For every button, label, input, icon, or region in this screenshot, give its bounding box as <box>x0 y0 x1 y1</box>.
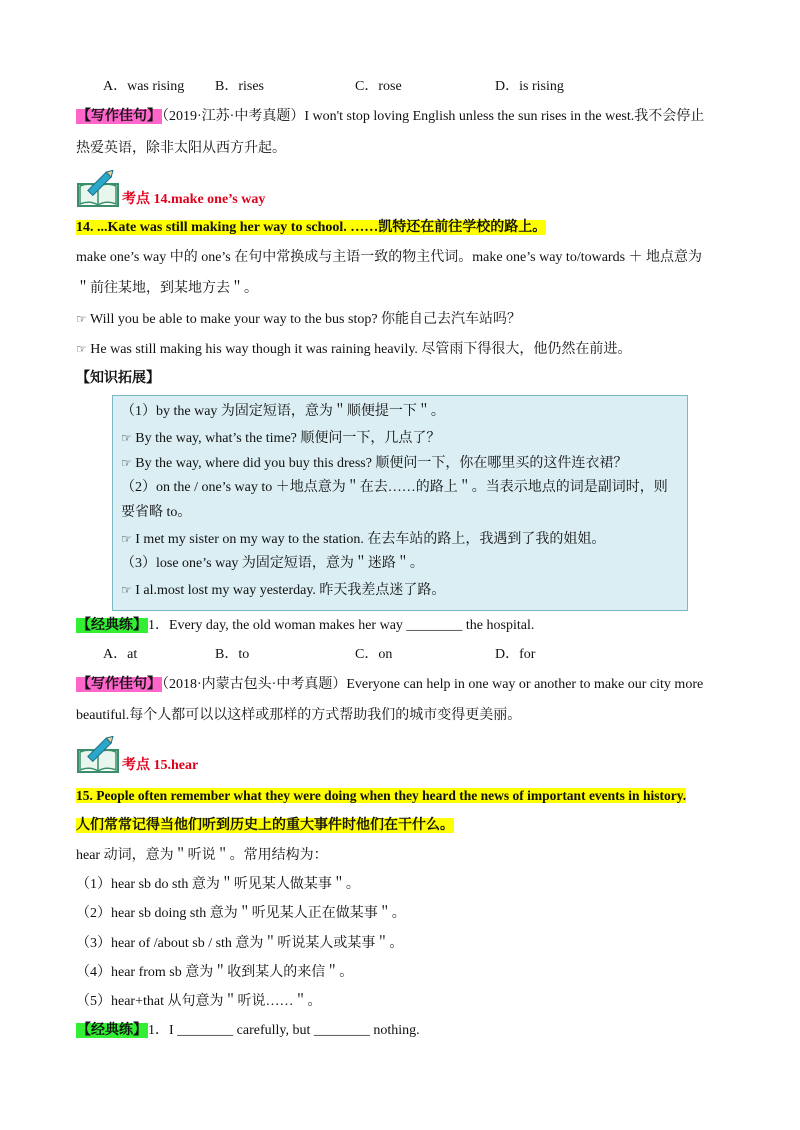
option-d: D．for <box>495 647 536 662</box>
option-c: C．rose <box>355 79 402 94</box>
practice-question-2 <box>76 1021 420 1041</box>
knowledge-line <box>121 453 627 474</box>
point-14-explain-2: ＂前往某地，到某地方去＂。 <box>76 281 258 296</box>
pointing-hand-icon: ☞ <box>121 532 132 546</box>
pointing-hand-icon: ☞ <box>121 431 132 445</box>
point-14-explain-1: make one’s way 中的 one’s 在句中常换成与主语一致的物主代词。make one’s way to/towards ＋ 地点意为 <box>76 250 703 265</box>
knowledge-line <box>121 580 445 601</box>
writing-sentence-2-cont: beautiful.每个人都可以以这样或那样的方式帮助我们的城市变得更美丽。 <box>76 708 522 723</box>
option-c: C．on <box>355 647 393 662</box>
practice-tag: 【经典练】 <box>77 1023 147 1038</box>
writing-sentence-2 <box>76 675 703 695</box>
point-15-heading-translation: 人们常常记得当他们听到历史上的重大事件时他们在干什么。 <box>76 818 454 833</box>
writing-text: （2018·内蒙古包头·中考真题）Everyone can help in one way or another to make our city more <box>162 677 704 692</box>
knowledge-line <box>121 529 605 550</box>
pointing-hand-icon: ☞ <box>76 342 87 356</box>
structure-item: （5）hear+that 从句意为＂听说……＂。 <box>76 994 322 1009</box>
structure-item: （2）hear sb doing sth 意为＂听见某人正在做某事＂。 <box>76 906 406 921</box>
writing-tag: 【写作佳句】 <box>77 109 161 124</box>
section-15-header <box>76 736 376 776</box>
point-15-intro: hear 动词，意为＂听说＂。常用结构为： <box>76 848 328 863</box>
point-15-heading-1 <box>76 786 686 806</box>
writing-sentence-1 <box>76 107 704 127</box>
q13-options <box>103 77 663 97</box>
structure-item: （4）hear from sb 意为＂收到某人的来信＂。 <box>76 965 354 980</box>
example-text: By the way, where did you buy this dress? 顺便问一下，你在哪里买的这件连衣裙？ <box>135 456 628 471</box>
book-pencil-icon <box>76 170 120 208</box>
knowledge-line: （1）by the way 为固定短语，意为＂顺便提一下＂。 <box>121 404 445 419</box>
knowledge-label: 【知识拓展】 <box>76 371 160 386</box>
section-15-title: 考点 15.hear <box>122 758 199 773</box>
point-15-heading-2 <box>76 816 454 836</box>
question-text: 1．I ________ carefully, but ________ nothing. <box>148 1023 420 1038</box>
writing-text: （2019·江苏·中考真题）I won't stop loving English unless the sun rises in the west.我不会停止 <box>162 109 705 124</box>
point-15-heading-text: 15. People often remember what they were doing when they heard the news of important events in history. <box>76 788 687 803</box>
example-text: By the way, what’s the time? 顺便问一下，几点了？ <box>135 431 441 446</box>
question-text: 1．Every day, the old woman makes her way ________ the hospital. <box>148 618 535 633</box>
section-14-header <box>76 170 376 210</box>
pointing-hand-icon: ☞ <box>121 456 132 470</box>
knowledge-box <box>112 395 688 611</box>
option-a: A．was rising <box>103 79 185 94</box>
point-14-example-1 <box>76 309 521 330</box>
point-14-heading-text: 14. ...Kate was still making her way to school. ……凯特还在前往学校的路上。 <box>76 220 547 235</box>
structure-item: （1）hear sb do sth 意为＂听见某人做某事＂。 <box>76 877 360 892</box>
option-b: B．rises <box>215 79 264 94</box>
writing-tag: 【写作佳句】 <box>77 677 161 692</box>
example-text: I met my sister on my way to the station. 在去车站的路上，我遇到了我的姐姐。 <box>135 532 606 547</box>
option-a: A．at <box>103 647 138 662</box>
pointing-hand-icon: ☞ <box>76 312 87 326</box>
book-pencil-icon <box>76 736 120 774</box>
practice-tag: 【经典练】 <box>77 618 147 633</box>
structure-item: （3）hear of /about sb / sth 意为＂听说某人或某事＂。 <box>76 936 404 951</box>
knowledge-line: （3）lose one’s way 为固定短语，意为＂迷路＂。 <box>121 556 424 571</box>
knowledge-line: 要省略 to。 <box>121 505 192 520</box>
writing-sentence-1-cont: 热爱英语，除非太阳从西方升起。 <box>76 141 286 156</box>
option-d: D．is rising <box>495 79 564 94</box>
knowledge-line: （2）on the / one’s way to ＋地点意为＂在去……的路上＂。当表示地点的词是副词时，则 <box>121 480 668 495</box>
point-14-heading <box>76 218 546 238</box>
example-text: I al.most lost my way yesterday. 昨天我差点迷了路。 <box>135 583 446 598</box>
practice-1-options <box>103 645 663 665</box>
example-text: Will you be able to make your way to the bus stop? 你能自己去汽车站吗？ <box>90 312 522 327</box>
pointing-hand-icon: ☞ <box>121 583 132 597</box>
section-14-title: 考点 14.make one’s way <box>122 192 266 207</box>
example-text: He was still making his way though it was raining heavily. 尽管雨下得很大，他仍然在前进。 <box>90 342 632 357</box>
practice-question-1 <box>76 616 534 636</box>
knowledge-line <box>121 428 440 449</box>
point-14-example-2 <box>76 339 631 360</box>
option-b: B．to <box>215 647 250 662</box>
